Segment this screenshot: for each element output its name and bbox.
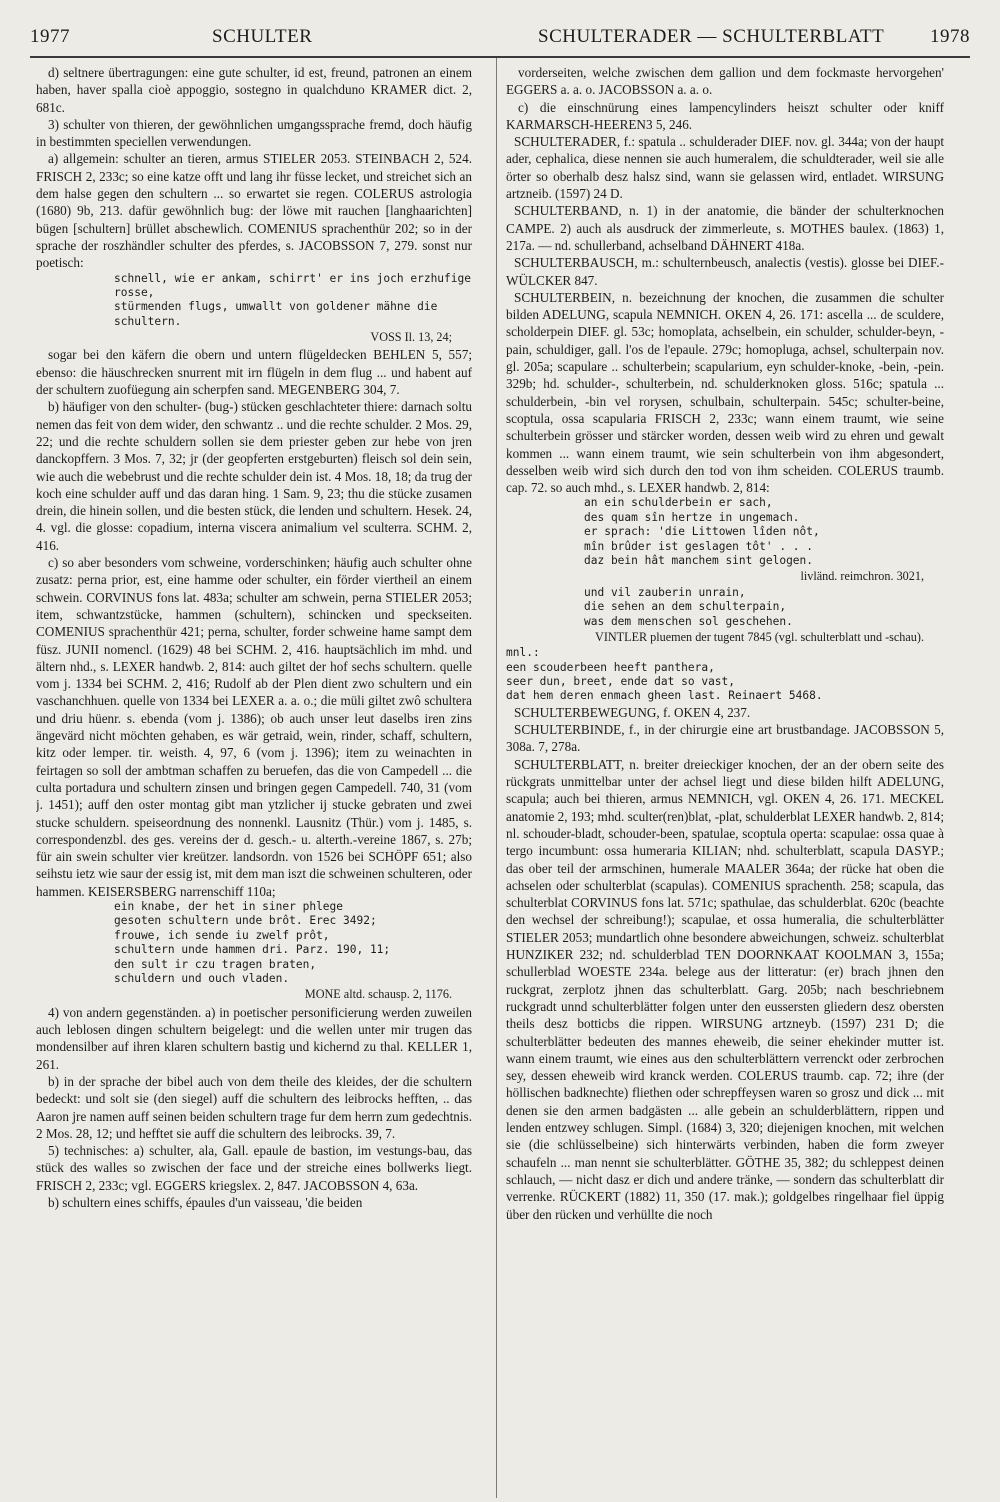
entry-schulterbewegung: SCHULTERBEWEGUNG, f. OKEN 4, 237.: [514, 704, 751, 720]
paragraph: c) die einschnürung eines lampencylinders heiszt schulter oder kniff KARMARSCH-HEEREN3 5, 246.: [506, 99, 944, 132]
verse-source: VINTLER pluemen der tugent 7845 (vgl. schulterblatt und -schau).: [595, 629, 924, 644]
paragraph: 4) von andern gegenständen. a) in poetischer personificierung werden zuweilen auch leblosen dingen schultern beigelegt: und die wellen unter mir trugen das mondensilber auf ihren klaren schultern bastig und kichernd zu thal. KELLER 1, 261.: [36, 1004, 472, 1072]
verse-quote: mnl.: een scouderbeen heeft panthera, seer dun, breet, ende dat so vast, dat hem deren enmach gheen last. Reinaert 5468.: [506, 646, 823, 703]
verse-source: livländ. reimchron. 3021,: [800, 569, 924, 584]
paragraph: c) so aber besonders vom schweine, vorderschinken; häufig auch schulter ohne zusatz: perna prior, est, eine hamme oder schulter, ein förder viertheil an einem schwein. CORVINUS fons lat. 483a; schulter am schwein, perna STIELER 2053; item, schwantzstücke, hammen (schultern), schincken und speckseiten. COMENIUS sprachenthür 421; perna, schulter, forder schweine hame sampt dem füsz. JUNII nomencl. (1629) 48 bei SCHM. 2, 416. hauptsächlich im mhd. und ältern nhd., s. LEXER handwb. 2, 814: auch giltet der hof sechs schultern. quelle vom j. 1334 bei SCHM. 2, 416; Rudolf ab der Plen dient zwo schultern und ein vaschanchhuen. quelle von 1334 bei LEXER a. a. o.; die müli giltet zwô schultera und driu hüenr. s. ebenda (vom j. 1386); ob auch unser leut daselbs iren zins ängevärd nicht möchten gehaben, es wär getraid, wein, rinder, schaff, schultern, kitz oder lemper. tir. weisth. 4, 97, 6 (vom j. 1396); item zu weinachten in feirtagen so soll der ambtman schaffen zu beruefen, das die von Campedell ... die culta portadura und schultern zinsen und bringen gegen Campedell. 740, 31 (vom j. 1451); auff den oster montag gibt man ytzlicher ij stucke gebraten und zwei stucke schuldern. speiseordnung des nonnenkl. Lausnitz (Thür.) vom j. 1485, s. correspondenzbl. des ges. vereins der d. gesch.- u. alterth.-vereine 1867, s. 27b; für ain swein schulter vier kreützer. landsordn. von 1526 bei SCHÖPF 651; also seihstu ietz wie saur der essig ist, mit dem man iszt die schweinen schulteren, oder hammen. KEISERSBERG narrenschiff 110a;: [36, 555, 472, 899]
entry-schulterbausch: SCHULTERBAUSCH, m.: schulternbeusch, analectis (vestis). glosse bei DIEF.-WÜLCKER 847.: [506, 255, 944, 288]
column-divider: [496, 58, 497, 1498]
entry-schulterband: SCHULTERBAND, n. 1) in der anatomie, die bänder der schulterknochen CAMPE. 2) auch als ausdruck der zimmerleute, s. MOTHES baulex. (1863) 1, 217a. — nd. schullerband, achselband DÄHNERT 418a.: [506, 203, 944, 253]
paragraph: b) schultern eines schiffs, épaules d'un vaisseau, 'die beiden: [48, 1194, 363, 1210]
paragraph: 3) schulter von thieren, der gewöhnlichen umgangssprache fremd, doch häufig in bestimmten speciellen verwendungen.: [36, 116, 472, 150]
paragraph: b) in der sprache der bibel auch von dem theile des kleides, der die schultern bedeckt: und solt sie (den siegel) auff die schultern des leibrocks hefften, .. das Aaron jre namen auff seinen beiden schultern trage fur dem herrn zum gedechtnis. 2 Mos. 28, 12; und hefftet sie auff die schultern des leibrocks. 39, 7.: [36, 1073, 472, 1141]
paragraph: vorderseiten, welche zwischen dem gallion und dem fockmaste hervorgehen' EGGERS a. a. o. JACOBSSON a. a. o.: [506, 65, 944, 98]
right-column: [506, 64, 944, 1496]
paragraph: sogar bei den käfern die obern und untern flügeldecken BEHLEN 5, 557; ebenso: die häuschrecken snurrent mit irn flügeln in dem flug ... und habent auf der schultern zuofüegung ain scherpfen sand. MEGENBERG 304, 7.: [36, 347, 472, 398]
paragraph: 5) technisches: a) schulter, ala, Gall. epaule de bastion, im vestungs-bau, das stück des walles so zwischen der face und der streiche eines bollwerks liegt. FRISCH 2, 233c; vgl. EGGERS kriegslex. 2, 847. JACOBSSON 4, 63a.: [36, 1143, 472, 1193]
paragraph: d) seltnere übertragungen: eine gute schulter, id est, freund, patronen an einem haben, haver spalla cioè appoggio, sostegno in qualchduno KRAMER dict. 2, 681c.: [36, 65, 472, 115]
entry-schulterader: SCHULTERADER, f.: spatula .. schulderader DIEF. nov. gl. 344a; von der haupt ader, cephalica, diese nennen sie auch humeralem, die schuldterader, weil sie alle örter so oberhalb desz halsz sind, wann sie gelassen wird, entladet. WIRSUNG artzneib. (1597) 24 D.: [506, 134, 944, 202]
left-column: [36, 64, 472, 1496]
page-header: [30, 18, 970, 52]
left-page-number: 1977: [30, 26, 70, 47]
verse-quote: an ein schulderbein er sach, des quam sîn hertze in ungemach. er sprach: 'die Littowen lîden nôt, mîn brûder ist geslagen tôt' . . . daz bein hât manchem sint gelogen.: [584, 496, 820, 568]
verse-source: VOSS Il. 13, 24;: [370, 330, 452, 345]
entry-schulterbein: SCHULTERBEIN, n. bezeichnung der knochen, die zusammen die schulter bilden ADELUNG, scapula NEMNICH. OKEN 4, 26. 171: ascella ... de sculdere, scholderpein DIEF. gl. 53c; homoplata, achselbein, ein schulder, schulder-beyn, -pain, schuldiger, gall. l'os de l'epaule. 279c; homopluga, achsel, schulterpain nov. gl. 205a; scapulare .. schulterbein; scapularium, eyn schulder-knoke, -bein, -pein. 329b; hd. schulder-, schulterbein, nd. schulderknoken gloss. 516c; spatula ... schulderbein, -bin vel rorysen, schulbain, schulterpain. 545c; schulter-beine, scoptula, ossa scapularia FRISCH 2, 233c; wann einem traumt, wie seine schulterbein grösser und stärcker worden, dessen weib wird zu ehren und gewalt kommen ... wann einem traumt, wie sein schulterbein von ihm abgesondert, desselben weib wird sich durch den tod von ihm scheiden. COLERUS traumb. cap. 72. so auch mhd., s. LEXER handwb. 2, 814:: [506, 289, 944, 496]
paragraph: a) allgemein: schulter an tieren, armus STIELER 2053. STEINBACH 2, 524. FRISCH 2, 233c; so eine katze offt und lang ihr füsse lecket, und streichet sich an dem halse gegen den schultern ... so erwartet sie regen. COLERUS astrologia (1680) 9b, 213. dafür gewöhnlich bug: der löwe mit rauchen [langhaarichten] bügen [schultern] brüllet abschewlich. COMENIUS sprachenthür 202; so in der sprache der roszhändler schulter des pferdes, s. JACOBSSON 7, 279. sonst nur poetisch:: [36, 151, 472, 271]
right-page-number: 1978: [930, 26, 970, 47]
left-running-title: SCHULTER: [212, 26, 313, 47]
paragraph: b) häufiger von den schulter- (bug-) stücken geschlachteter thiere: darnach soltu nemen das feit von dem wider, den schwantz .. und die rechte schulder. 2 Mos. 29, 22; und die rechte schuldern sollen sie dem priester geben zur hebe von jren danckopffern. 3 Mos. 7, 32; jr (der geopferten erstgeburten) fleisch sol dein sein, wie auch die webebrust und die rechte schulder dein ist. 4 Mos. 18, 18; da trug der koch eine schulder auff und das daran hing. 1 Sam. 9, 23; thu die stücke zusamen drein, die hinein sollen, und die besten stück, die lenden und schultern. Hesek. 24, 4. vgl. die glosse: copadium, interna viscera animalium vel sculterra. SCHM. 2, 416.: [36, 399, 472, 553]
verse-source: MONE altd. schausp. 2, 1176.: [304, 987, 452, 1002]
verse-quote: schnell, wie er ankam, schirrt' er ins joch erzhufige rosse, stürmenden flugs, umwallt von goldener mähne die schultern.: [114, 271, 471, 328]
verse-quote: und vil zauberin unrain, die sehen an dem schulterpain, was dem menschen sol geschehen.: [584, 585, 793, 628]
entry-schulterblatt: SCHULTERBLATT, n. breiter dreieckiger knochen, der an der obern seite des rückgrats unmittelbar unter der achsel liegt und diese bilden hilft ADELUNG, scapula; auch bei thieren, armus NEMNICH, vgl. OKEN 4, 26. 171. MECKEL anatomie 2, 193; mhd. sculter(ren)blat, -plat, schulderblat LEXER handwb. 2, 814; nl. schouder-bladt, schouder-been, spatulae, scoptula operta: scapulae: ossa quae à tergo incumbunt: ossa humeraria KILIAN; nhd. schulterblatt, scapula DASYP.; das ober teil der armschinen, humerale MAALER 364a; der rücke hat oben die achselen oder schulterblat (scapulas). COMENIUS sprachenth. 258; scapula, das schulterblat CORVINUS fons lat. 571c; spathulae, das schulderblat. 620c (beachte den wechsel der schreibung!); scapulae, et ossa humeralia, die schulterblätter STIELER 2053; mundartlich ohne besondere abweichungen, schweiz. schulterblat HUNZIKER 232; nd. schulderblad TEN DOORNKAAT KOOLMAN 3, 155a; schullerblad WOESTE 234a. belege aus der litteratur: (er) brach jhnen den ruckgrat, zerplotz jhnen das schulterblatt. Garg. 205b; nach beschriebnem ruckgradt unnd schulterblätter folgen unter den eussersten gliedern desz obersten theils desz botticbs die rippen. WIRSUNG artzneyb. (1597) 231 D; die schulterblätter bedeuten des mannes eheweib, die seiner ehekinder mutter ist. wann einem traumt, wie eines aus den schulterblättern verrenckt oder zerbrochen sey, dessen eheweib wird kranck werden. COLERUS traumb. cap. 72; ihre (der höllischen badknechte) fliethen oder schrepffeysen waren so grosz und dick ... mit denen sie den armen badgästen ... alle gebein an schulderblättern, rippen und lenden entzwey schlugen. Simpl. (1684) 3, 320; diejenigen knochen, mit welchen sie (die schlüsselbeine) sich hinterwärts verbinden, haben die form zweyer schaufeln ... man nennt sie schulterblätter. GÖTHE 35, 382; du schleppest deinen schlauch, — nicht dasz er dich und andere tränke, — sondern das schulterblatt dir verrenke. RÜCKERT (1882) 11, 350 (17. mak.); goldgelbes ringelhaar fiel üppig über den rücken und verhüllte die noch: [506, 756, 944, 1222]
entry-schulterbinde: SCHULTERBINDE, f., in der chirurgie eine art brustbandage. JACOBSSON 5, 308a. 7, 278a.: [506, 722, 944, 755]
header-rule: [30, 56, 970, 58]
verse-quote: ein knabe, der het in siner phlege gesoten schultern unde brôt. Erec 3492; frouwe, ich sende iu zwelf prôt, schultern unde hammen dri. Parz. 190, 11; den sult ir czu tragen braten, schuldern und ouch vladen.: [114, 899, 391, 986]
right-running-title: SCHULTERADER — SCHULTERBLATT: [538, 26, 885, 47]
